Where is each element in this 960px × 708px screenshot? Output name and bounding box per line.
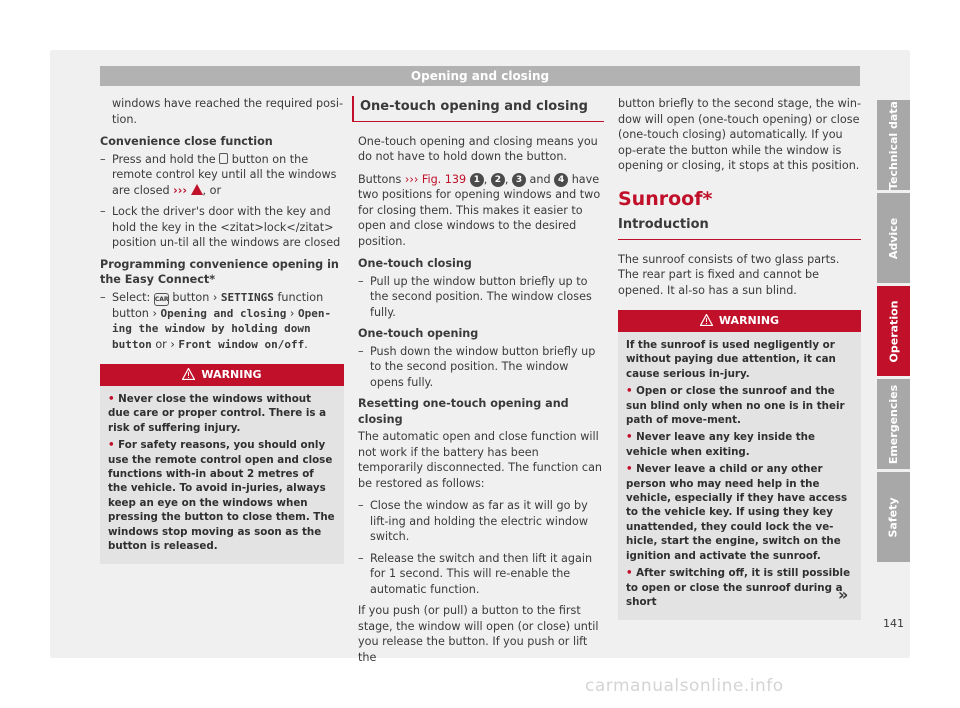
convenience-item-2: – Lock the driver's door with the key and hold the key in the <zitat>lock</zitat> position un-til all the windows are closed [100, 204, 344, 251]
warning-item: • For safety reasons, you should only use the remote control open and close functions with-in about 2 metres of the vehicle. To avoid in-juries, always keep an eye on the windows when pressing the button to close them. The windows stop moving as soon as the button is released. [108, 438, 336, 553]
conv-item1-a: Press and hold the [112, 152, 216, 166]
warning-box-1 [100, 364, 344, 564]
warning-label: WARNING [718, 314, 780, 327]
tab-label: Emergencies [887, 384, 901, 464]
column-1 [100, 96, 344, 564]
warning-item: • Never leave any key inside the vehicle when exiting. [626, 430, 853, 459]
opening-title: One-touch opening [358, 327, 479, 340]
programming-title: Programming convenience opening in the Easy Connect* [100, 257, 339, 286]
chapter-sidebar [877, 100, 910, 565]
reference-arrow[interactable]: ››› [173, 183, 187, 197]
number-badge: 3 [512, 173, 526, 187]
intro-text: windows have reached the required posi-tion. [112, 97, 343, 126]
section-title: One-touch opening and closing [352, 96, 604, 122]
convenience-close-title: Convenience close function [100, 135, 273, 148]
warning-body [100, 386, 344, 553]
number-badge: 2 [491, 173, 505, 187]
closing-item: – Pull up the window button briefly up to the second position. The window closes fully. [358, 274, 604, 321]
sunroof-title: Sunroof* [618, 187, 713, 210]
opening-closing-label: Opening and closing [160, 306, 287, 320]
comma: , [504, 172, 509, 186]
warning-item: • Never leave a child or any other person who may need help in the vehicle, especially if they have access to the vehicle key. If using they key unattended, they could lock the ve-hicle, start the engine, switch on the ignition and activate the sunroof. [626, 462, 853, 563]
tab-advice[interactable] [877, 193, 910, 283]
warning-label: WARNING [201, 368, 262, 381]
reset-item-1: – Close the window as far as it will go by lift-ing and holding the electric window switch. [358, 498, 604, 545]
programming-item [100, 290, 344, 353]
warning-body [618, 332, 861, 609]
tab-safety[interactable] [877, 472, 910, 562]
front-window-label: Front window on/off [178, 337, 305, 351]
introduction-title: Introduction [618, 217, 861, 240]
settings-label: SETTINGS [220, 290, 274, 304]
tab-emergencies[interactable] [877, 379, 910, 469]
last-paragraph: If you push (or pull) a button to the first stage, the window will open (or close) until you release the button. If you push or lift the [358, 604, 599, 664]
prog-c: function button › [112, 290, 324, 320]
watermark: carmanualsonline.info [585, 676, 784, 696]
prog-b: button › [172, 290, 218, 304]
warning-header [618, 310, 861, 332]
tab-label: Operation [887, 300, 901, 362]
car-button-icon: CAR [154, 293, 169, 306]
continue-arrow: » [838, 585, 849, 604]
convenience-item-1 [100, 152, 344, 199]
reset-item-2: – Release the switch and then lift it again for 1 second. This will re-enable the automatic function. [358, 551, 604, 598]
number-badge: 1 [470, 173, 484, 187]
continued-paragraph: button briefly to the second stage, the win-dow will open (one-touch opening) or close (one-touch closing) automatically. If you op-erate the button while the window is opening or closing, it stops at this position. [618, 97, 862, 172]
page-header: Opening and closing [100, 66, 860, 86]
and: and [529, 172, 551, 186]
warning-lead: If the sunroof is used negligently or without paying due attention, it can cause serious in-jury. [626, 339, 836, 380]
figure-reference[interactable]: ››› Fig. 139 [404, 172, 467, 186]
tab-label: Safety [887, 496, 900, 538]
warning-item: • After switching off, it is still possible to open or close the sunroof during a short [626, 566, 853, 609]
comma: , [483, 172, 488, 186]
warning-item: • Never close the windows without due care or proper control. There is a risk of suffering injury. [108, 392, 336, 435]
opening-window-label: Open-ing the window by holding down button [112, 306, 332, 351]
tab-label: Technical data [887, 100, 901, 190]
prog-a: Select: [112, 290, 151, 304]
page-number: 141 [883, 617, 904, 630]
reset-paragraph: The automatic open and close function will not work if the battery has been temporarily disconnected. The function can be restored as follows: [358, 430, 603, 490]
column-2 [358, 96, 604, 672]
conv-item1-b: button on the remote control key until all the windows are closed [112, 152, 337, 197]
tab-label: Advice [887, 217, 900, 259]
closing-title: One-touch closing [358, 257, 472, 270]
p2-a: Buttons [358, 172, 402, 186]
warning-icon [182, 366, 195, 378]
opening-item: – Push down the window button briefly up to the second position. The window opens fully. [358, 344, 604, 391]
buttons-paragraph [358, 172, 604, 250]
paragraph: One-touch opening and closing means you do not have to hold down the button. [358, 134, 598, 163]
column-3 [618, 96, 861, 620]
lock-icon [219, 153, 228, 164]
warning-box-2 [618, 310, 861, 620]
reset-title: Resetting one-touch opening and closing [358, 397, 569, 426]
p2-b: have two positions for opening windows and two for closing them. This makes it easier to open and close windows to the desired position. [358, 172, 601, 248]
warning-item: • Open or close the sunroof and the sun blind only when no one is in their path of move-ment. [626, 384, 853, 427]
tab-operation[interactable] [877, 286, 910, 376]
tab-technical-data[interactable] [877, 100, 910, 190]
prog-end: . [304, 337, 308, 351]
conv-item1-c: , or [202, 183, 222, 197]
warning-header [100, 364, 344, 386]
prog-e: or › [155, 337, 175, 351]
number-badge: 4 [554, 173, 568, 187]
prog-d: › [289, 306, 295, 320]
warning-triangle-icon [191, 184, 203, 195]
warning-icon [700, 312, 713, 324]
intro-paragraph: The sunroof consists of two glass parts. The rear part is fixed and cannot be opened. It al-so has a sun blind. [618, 252, 840, 297]
